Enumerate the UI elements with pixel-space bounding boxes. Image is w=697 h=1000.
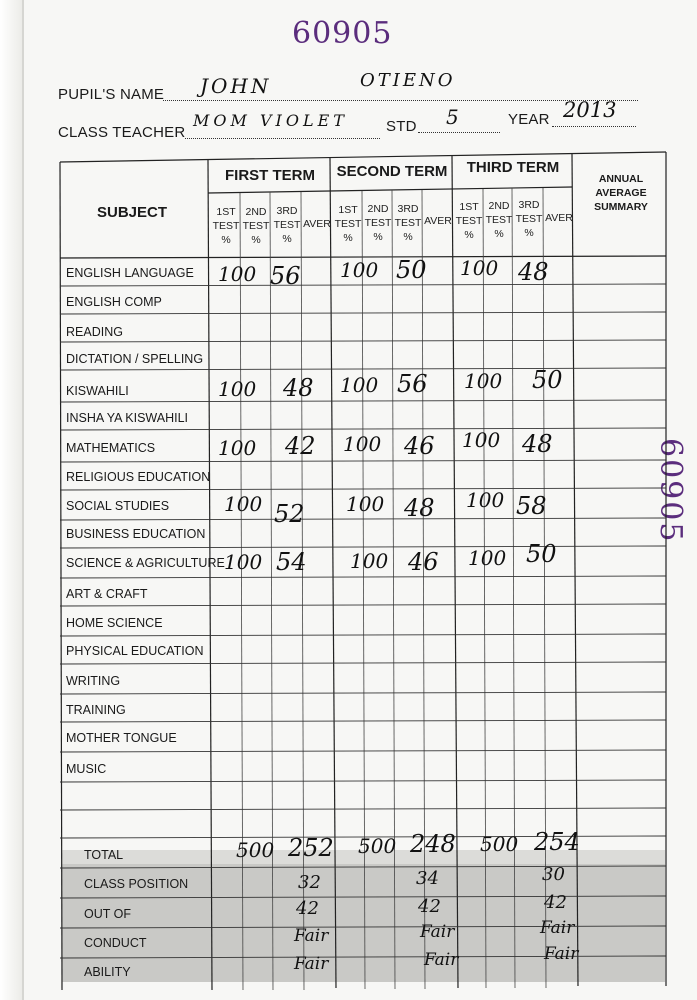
subject-row-label: SOCIAL STUDIES — [66, 499, 170, 513]
out-of-t2: 42 — [418, 896, 441, 917]
ability-t2: Fair — [424, 950, 459, 970]
reference-number-top: 60905 — [292, 16, 393, 51]
conduct-t2: Fair — [420, 922, 455, 942]
annual-average-summary-header — [578, 172, 664, 214]
mark-english-t2-test1: 100 — [340, 258, 379, 282]
col-header-second-term-average: AVER — [424, 215, 452, 227]
mark-social-t2-test3: 48 — [404, 494, 435, 522]
col-header-second-term-test-1: 1ST TEST % — [334, 204, 362, 244]
col-header-first-term-test-2: 2ND TEST % — [242, 206, 270, 246]
out-of-t1: 42 — [296, 898, 319, 919]
conduct-t3: Fair — [540, 918, 575, 938]
subject-row-label: SCIENCE & AGRICULTURE — [66, 556, 225, 570]
ability-row-label: ABILITY — [84, 965, 131, 979]
mark-kiswahili-t2-test1: 100 — [340, 373, 379, 397]
class-teacher-label: CLASS TEACHER — [58, 124, 186, 141]
class-teacher-value: MOM VIOLET — [193, 111, 348, 130]
mark-english-t1-test3: 56 — [270, 262, 301, 290]
std-label: STD — [386, 118, 417, 135]
mark-kiswahili-t3-test1: 100 — [464, 369, 503, 393]
col-header-third-term-test-3: 3RD TEST % — [515, 199, 543, 239]
mark-english-t2-test3: 50 — [396, 256, 427, 284]
class-position-row-label: CLASS POSITION — [84, 877, 189, 891]
year-value: 2013 — [563, 98, 617, 122]
total-t1-score: 252 — [288, 834, 334, 862]
subject-row-label: ENGLISH LANGUAGE — [66, 266, 194, 280]
total-t2-score: 248 — [410, 830, 456, 858]
subject-row-label: WRITING — [66, 674, 121, 688]
mark-social-t1-test1: 100 — [224, 492, 263, 516]
mark-social-t3-test3: 58 — [516, 492, 547, 520]
mark-science-t2-test1: 100 — [350, 549, 389, 573]
subject-row-label: MUSIC — [66, 762, 107, 776]
mark-english-t3-test3: 48 — [518, 258, 549, 286]
col-header-third-term-average: AVER — [545, 212, 573, 224]
subject-row-label: DICTATION / SPELLING — [66, 352, 204, 366]
second-term-header: SECOND TERM — [336, 163, 448, 180]
mark-social-t1-test3: 52 — [274, 500, 305, 528]
mark-mathematics-t2-test3: 46 — [404, 432, 435, 460]
col-header-third-term-test-1: 1ST TEST % — [455, 201, 483, 241]
conduct-row-label: CONDUCT — [84, 936, 147, 950]
col-header-first-term-average: AVER — [303, 218, 331, 230]
mark-mathematics-t3-test1: 100 — [462, 428, 501, 452]
ability-t3: Fair — [544, 944, 579, 964]
mark-english-t1-test1: 100 — [218, 262, 257, 286]
total-t2-max: 500 — [358, 834, 397, 858]
out-of-row-label: OUT OF — [84, 907, 131, 921]
subject-row-label: KISWAHILI — [66, 384, 129, 398]
col-header-third-term-test-2: 2ND TEST % — [485, 200, 513, 240]
pupil-name-label: PUPIL'S NAME — [58, 86, 165, 103]
mark-social-t3-test1: 100 — [466, 488, 505, 512]
out-of-t3: 42 — [544, 892, 567, 913]
mark-mathematics-t2-test1: 100 — [343, 432, 382, 456]
mark-social-t2-test1: 100 — [346, 492, 385, 516]
class-position-t3: 30 — [542, 864, 565, 885]
conduct-t1: Fair — [294, 926, 329, 946]
mark-mathematics-t1-test3: 42 — [285, 432, 316, 460]
subject-row-label: MOTHER TONGUE — [66, 731, 177, 745]
subject-row-label: MATHEMATICS — [66, 441, 156, 455]
col-header-second-term-test-3: 3RD TEST % — [394, 203, 422, 243]
class-position-t1: 32 — [298, 872, 321, 893]
col-header-first-term-test-1: 1ST TEST % — [212, 206, 240, 246]
annual-header-line-1: ANNUAL — [598, 173, 644, 185]
total-row-label: TOTAL — [84, 848, 124, 862]
subject-row-label: INSHA YA KISWAHILI — [66, 411, 189, 425]
mark-kiswahili-t1-test3: 48 — [283, 374, 314, 402]
annual-header-line-2: AVERAGE — [595, 187, 647, 199]
subject-row-label: HOME SCIENCE — [66, 616, 163, 630]
mark-science-t3-test1: 100 — [468, 546, 507, 570]
total-t1-max: 500 — [236, 838, 275, 862]
year-label: YEAR — [508, 111, 550, 128]
third-term-header: THIRD TERM — [466, 159, 560, 176]
total-t3-max: 500 — [480, 832, 519, 856]
std-value: 5 — [446, 105, 459, 129]
subject-header: SUBJECT — [96, 204, 167, 221]
mark-kiswahili-t3-test3: 50 — [532, 366, 563, 394]
pupil-last-name: OTIENO — [360, 70, 456, 91]
mark-mathematics-t3-test3: 48 — [522, 430, 553, 458]
mark-science-t2-test3: 46 — [408, 548, 439, 576]
mark-english-t3-test1: 100 — [460, 256, 499, 280]
mark-science-t3-test3: 50 — [526, 540, 557, 568]
subject-row-label: RELIGIOUS EDUCATION — [66, 470, 211, 484]
col-header-first-term-test-3: 3RD TEST % — [273, 205, 301, 245]
subject-row-label: PHYSICAL EDUCATION — [66, 644, 204, 658]
annual-header-line-3: SUMMARY — [594, 201, 648, 213]
mark-kiswahili-t2-test3: 56 — [397, 370, 428, 398]
subject-row-label: ART & CRAFT — [66, 587, 148, 601]
subject-row-label: TRAINING — [66, 703, 126, 717]
mark-kiswahili-t1-test1: 100 — [218, 377, 257, 401]
mark-science-t1-test1: 100 — [224, 550, 263, 574]
ability-t1: Fair — [294, 954, 329, 974]
total-t3-score: 254 — [534, 828, 580, 856]
subject-row-label: BUSINESS EDUCATION — [66, 527, 206, 541]
reference-number-side-text: 60905 — [653, 438, 688, 544]
first-term-header: FIRST TERM — [225, 167, 315, 184]
col-header-second-term-test-2: 2ND TEST % — [364, 203, 392, 243]
subject-row-label: READING — [66, 325, 123, 339]
mark-science-t1-test3: 54 — [276, 548, 307, 576]
class-position-t2: 34 — [416, 868, 439, 889]
mark-mathematics-t1-test1: 100 — [218, 436, 257, 460]
subject-row-label: ENGLISH COMP — [66, 295, 162, 309]
pupil-first-name: JOHN — [200, 74, 272, 98]
